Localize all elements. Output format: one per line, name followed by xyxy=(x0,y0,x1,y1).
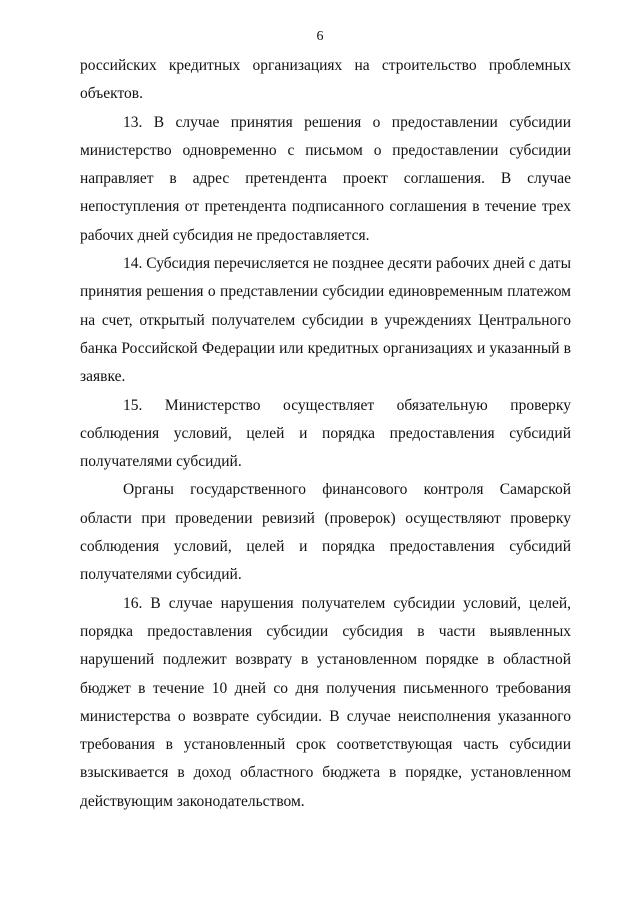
page-number: 6 xyxy=(316,29,324,44)
paragraph-item-15: 15. Министерство осуществляет обязательную проверку соблюдения условий, целей и порядка предоставления субсидий получателями субсидий. xyxy=(80,396,571,471)
paragraph-item-13: 13. В случае принятия решения о предоставлении субсидии министерство одновременно с письмом о предоставлении субсидии направляет в адрес претендента проект соглашения. В случае непоступления от претендента подписанного соглашения в течение трех рабочих дней субсидия не предоставляется. xyxy=(80,113,571,244)
paragraph-financial-control: Органы государственного финансового контроля Самарской области при проведении ревизий (проверок) осуществляют проверку соблюдения условий, целей и порядка предоставления субсидий получателями субсидий. xyxy=(80,481,571,584)
paragraph-item-16: 16. В случае нарушения получателем субсидии условий, целей, порядка предоставления субсидии субсидия в части выявленных нарушений подлежит возврату в установленном порядке в областной бюджет в течение 10 дней со дня получения письменного требования министерства о возврате субсидии. В случае неисполнения указанного требования в установленный срок соответствующая часть субсидии взыскивается в доход областного бюджета в порядке, установленном действующим законодательством. xyxy=(80,594,571,810)
paragraph-item-14: 14. Субсидия перечисляется не позднее десяти рабочих дней с даты принятия решения о представлении субсидии единовременным платежом на счет, открытый получателем субсидии в учреждениях Центрального банка Российской Федерации или кредитных организациях и указанный в заявке. xyxy=(80,255,571,386)
paragraph-continuation: российских кредитных организациях на строительство проблемных объектов. xyxy=(80,57,571,103)
document-body xyxy=(80,52,571,816)
